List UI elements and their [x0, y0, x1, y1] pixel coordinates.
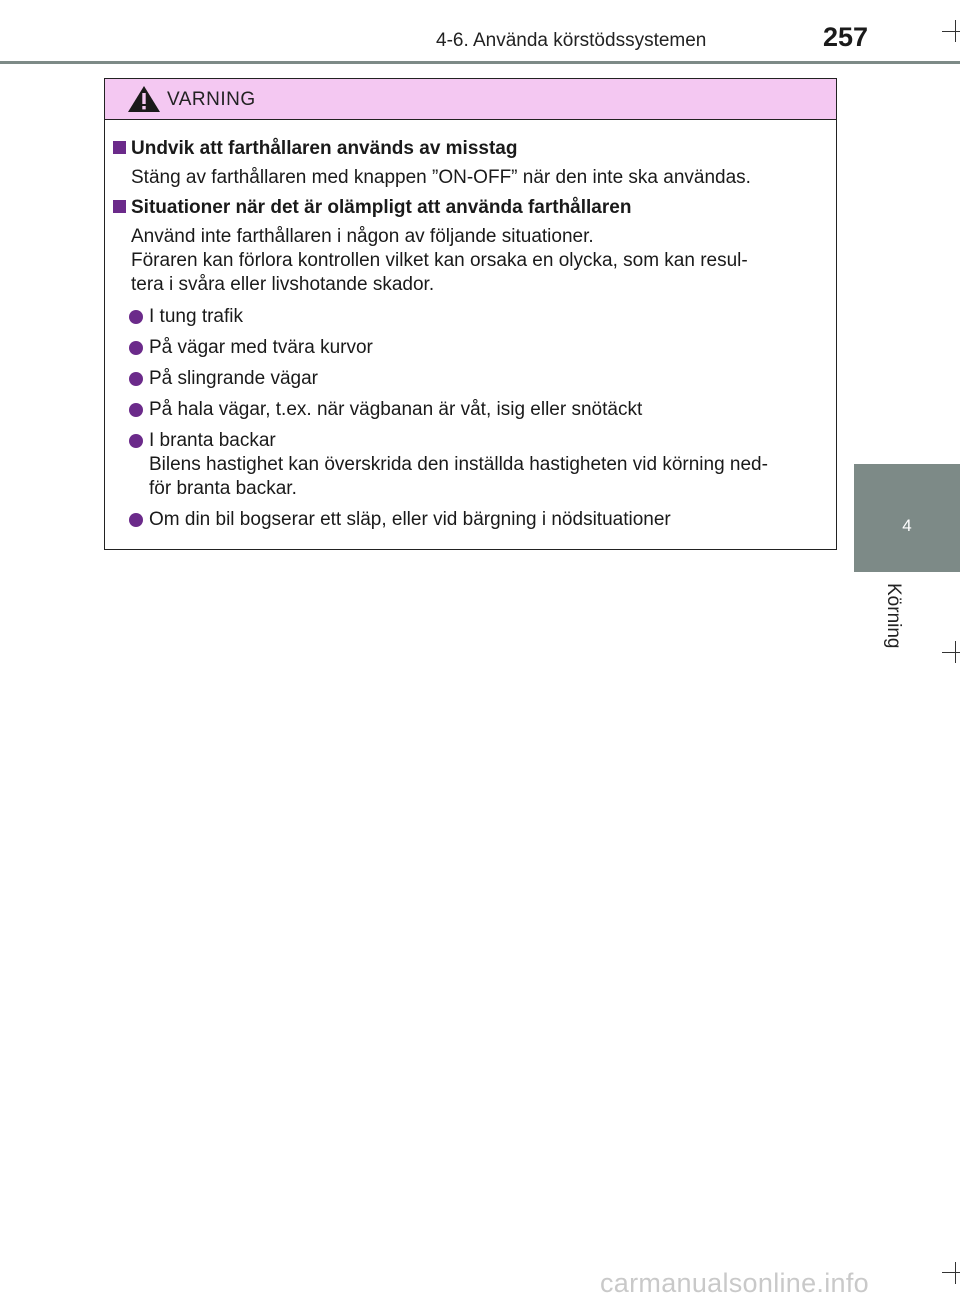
round-bullet-icon	[129, 310, 143, 324]
section-title: 4-6. Använda körstödssystemen	[436, 30, 707, 51]
header-rule	[0, 61, 960, 64]
list-item-detail: Bilens hastighet kan överskrida den inställda hastigheten vid körning ned-	[149, 454, 768, 475]
chapter-label: Körning	[883, 583, 904, 649]
list-item: Om din bil bogserar ett släp, eller vid bärgning i nödsituationer	[149, 509, 671, 530]
chapter-number: 4	[902, 516, 912, 535]
warning-header	[105, 79, 836, 120]
section-heading: Situationer när det är olämpligt att använda farthållaren	[131, 197, 632, 218]
list-item: På slingrande vägar	[149, 368, 318, 389]
chapter-tab	[854, 464, 960, 572]
section-text-line: Föraren kan förlora kontrollen vilket kan orsaka en olycka, som kan resul-	[131, 250, 748, 271]
round-bullet-icon	[129, 372, 143, 386]
round-bullet-icon	[129, 434, 143, 448]
list-item: På hala vägar, t.ex. när vägbanan är våt, isig eller snötäckt	[149, 399, 643, 420]
section-text: Stäng av farthållaren med knappen ”ON-OFF” när den inte ska användas.	[131, 167, 751, 188]
list-item: På vägar med tvära kurvor	[149, 337, 373, 358]
square-bullet-icon	[113, 200, 126, 213]
warning-triangle-icon	[127, 85, 161, 118]
section-text-line: tera i svåra eller livshotande skador.	[131, 274, 435, 295]
section-text-line: Använd inte farthållaren i någon av följande situationer.	[131, 226, 594, 247]
round-bullet-icon	[129, 403, 143, 417]
list-item-detail: för branta backar.	[149, 478, 297, 499]
round-bullet-icon	[129, 341, 143, 355]
square-bullet-icon	[113, 141, 126, 154]
list-item: I tung trafik	[149, 306, 243, 327]
warning-title: VARNING	[167, 89, 256, 110]
section-heading: Undvik att farthållaren används av misstag	[131, 138, 518, 159]
watermark: carmanualsonline.info	[600, 1268, 869, 1298]
list-item: I branta backar	[149, 430, 276, 451]
warning-box	[104, 78, 837, 550]
page-number: 257	[823, 22, 869, 52]
round-bullet-icon	[129, 513, 143, 527]
